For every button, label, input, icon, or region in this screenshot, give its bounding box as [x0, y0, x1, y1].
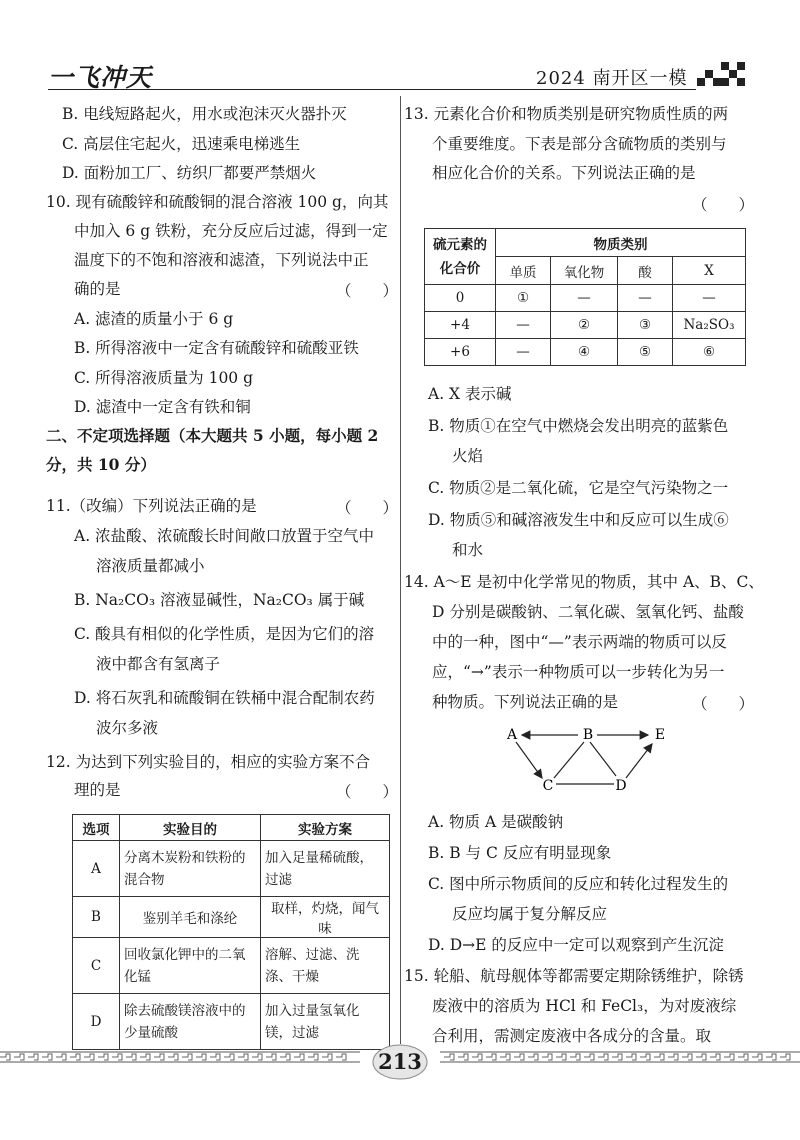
q11-option-c-line2: 液中都含有氢离子 [96, 655, 221, 673]
q10-option-a: A. 滤渣的质量小于 6 g [74, 310, 234, 328]
table-cell: 除去硫酸镁溶液中的少量硫酸 [120, 994, 261, 1050]
q11-option-d-line1: D. 将石灰乳和硫酸铜在铁桶中混合配制农药 [74, 689, 375, 707]
q10-option-d: D. 滤渣中一定含有铁和铜 [74, 398, 251, 416]
q14-stem-line5: 种物质。下列说法正确的是 [432, 693, 619, 711]
table-cell: 溶解、过滤、洗涤、干燥 [261, 938, 390, 994]
table-row [425, 339, 746, 366]
q13-stem-line1: 13. 元素化合价和物质类别是研究物质性质的两 [404, 105, 729, 123]
table-cell: 加入足量稀硫酸，过滤 [261, 841, 390, 897]
q15-stem-line2: 废液中的溶质为 HCl 和 FeCl₃，为对废液综 [432, 997, 737, 1015]
q13-option-d-line2: 和水 [452, 541, 484, 559]
q12-experiment-table [72, 814, 390, 1050]
q10-stem-line2: 中加入 6 g 铁粉，充分反应后过滤，得到一定 [74, 222, 388, 240]
section2-heading-line2: 分，共 10 分） [46, 455, 156, 474]
q13-sulfur-table [424, 228, 746, 366]
table-cell: ⑥ [673, 339, 746, 366]
q10-option-b: B. 所得溶液中一定含有硫酸锌和硫酸亚铁 [74, 339, 359, 357]
header-rule [48, 89, 696, 90]
q13-option-d-line1: D. 物质⑤和碱溶液发生中和反应可以生成⑥ [428, 511, 729, 529]
table-row [73, 994, 390, 1050]
section2-heading-line1: 二、不定项选择题（本大题共 5 小题，每小题 2 [46, 426, 379, 445]
node-d: D [615, 778, 627, 794]
q13-stem-line2: 个重要维度。下表是部分含硫物质的类别与 [432, 135, 727, 153]
q14-option-d: D. D→E 的反应中一定可以观察到产生沉淀 [428, 936, 724, 954]
table-cell: C [73, 938, 120, 994]
table-cell: — [618, 285, 673, 312]
table-subheader: X [673, 257, 746, 285]
q14-relation-diagram [500, 722, 680, 804]
edge-a-to-c [516, 742, 542, 778]
q11-option-a-line2: 溶液质量都减小 [96, 557, 205, 575]
q10-stem-line4: 确的是 [74, 280, 121, 298]
q9-option-b: B. 电线短路起火，用水或泡沫灭火器扑灭 [62, 105, 347, 123]
table-header-cell: 选项 [73, 815, 120, 841]
edge-d-to-e [626, 744, 652, 778]
q12-stem-line2: 理的是 [74, 781, 121, 799]
checker-decoration-icon [697, 58, 745, 90]
table-cell: 分离木炭粉和铁粉的混合物 [120, 841, 261, 897]
q13-stem-line3: 相应化合价的关系。下列说法正确的是 [432, 164, 696, 182]
table-row [73, 897, 390, 938]
q14-option-b: B. B 与 C 反应有明显现象 [428, 844, 612, 862]
q14-stem-line3: 中的一种，图中“—”表示两端的物质可以反 [432, 633, 727, 651]
table-cell: — [496, 312, 551, 339]
q13-option-a: A. X 表示碱 [428, 385, 512, 403]
q15-stem-line1: 15. 轮船、航母舰体等都需要定期除锈维护，除锈 [404, 967, 744, 985]
q14-answer-blank: （ ） [692, 695, 755, 713]
q11-option-d-line2: 波尔多液 [96, 719, 159, 737]
table-cell: ⑤ [618, 339, 673, 366]
table-header-cell: 实验方案 [261, 815, 390, 841]
table-header-cell: 实验目的 [120, 815, 261, 841]
table-cell: — [551, 285, 618, 312]
q13-option-c: C. 物质②是二氧化硫，它是空气污染物之一 [428, 479, 729, 497]
table-subheader: 氧化物 [551, 257, 618, 285]
column-divider [400, 96, 401, 1044]
node-c: C [542, 778, 554, 794]
q14-option-c-line1: C. 图中所示物质间的反应和转化过程发生的 [428, 875, 729, 893]
table-cell: — [496, 339, 551, 366]
q9-option-d: D. 面粉加工厂、纺织厂都要严禁烟火 [62, 164, 317, 182]
table-cell: ③ [618, 312, 673, 339]
q13-option-b-line2: 火焰 [452, 447, 484, 465]
q10-option-c: C. 所得溶液质量为 100 g [74, 369, 254, 387]
q13-answer-blank: （ ） [692, 196, 755, 214]
q14-stem-line4: 应，“→”表示一种物质可以一步转化为另一 [432, 663, 725, 681]
table-cell: 鉴别羊毛和涤纶 [120, 897, 261, 938]
page-number-text: 213 [378, 1049, 422, 1074]
q15-stem-line3: 合利用，需测定废液中各成分的含量。取 [432, 1027, 712, 1045]
q10-stem-line1: 10. 现有硫酸锌和硫酸铜的混合溶液 100 g，向其 [46, 193, 389, 211]
table-cell: — [673, 285, 746, 312]
q11-option-c-line1: C. 酸具有相似的化学性质，是因为它们的溶 [74, 625, 375, 643]
table-cell: ② [551, 312, 618, 339]
table-group-header: 物质类别 [496, 229, 746, 257]
brand-logo-text: 一飞冲天 [48, 63, 153, 92]
q11-answer-blank: （ ） [336, 499, 399, 517]
q14-stem-line1: 14. A～E 是初中化学常见的物质，其中 A、B、C、 [404, 573, 764, 591]
table-cell: 0 [425, 285, 496, 312]
q10-stem-line3: 温度下的不饱和溶液和滤渣，下列说法中正 [74, 251, 369, 269]
q9-option-c: C. 高层住宅起火，迅速乘电梯逃生 [62, 135, 301, 153]
q14-option-c-line2: 反应均属于复分解反应 [452, 905, 608, 923]
table-cell: D [73, 994, 120, 1050]
table-cell: 取样，灼烧，闻气味 [261, 897, 390, 938]
edge-b-c [554, 742, 584, 778]
q14-option-a: A. 物质 A 是碳酸钠 [428, 813, 564, 831]
table-cell: +6 [425, 339, 496, 366]
table-cell: Na₂SO₃ [673, 312, 746, 339]
table-cell: A [73, 841, 120, 897]
q12-answer-blank: （ ） [336, 783, 399, 801]
table-row [73, 841, 390, 897]
q13-option-b-line1: B. 物质①在空气中燃烧会发出明亮的蓝紫色 [428, 417, 729, 435]
exam-title: 2024 南开区一模 [536, 68, 688, 89]
table-cell: 回收氯化钾中的二氧化锰 [120, 938, 261, 994]
table-cell: B [73, 897, 120, 938]
table-corner-header: 硫元素的化合价 [425, 229, 496, 285]
q11-stem: 11.（改编）下列说法正确的是 [46, 497, 257, 515]
q12-stem-line1: 12. 为达到下列实验目的，相应的实验方案不合 [46, 753, 371, 771]
table-cell: ① [496, 285, 551, 312]
table-cell: ④ [551, 339, 618, 366]
node-b: B [582, 727, 594, 743]
q11-option-b: B. Na₂CO₃ 溶液显碱性，Na₂CO₃ 属于碱 [74, 591, 365, 609]
q10-answer-blank: （ ） [336, 282, 399, 300]
table-subheader: 单质 [496, 257, 551, 285]
edge-b-d [590, 742, 616, 776]
table-cell: 加入过量氢氧化镁，过滤 [261, 994, 390, 1050]
node-a: A [506, 727, 518, 743]
table-row [425, 312, 746, 339]
page-number [372, 1042, 428, 1082]
q11-option-a-line1: A. 浓盐酸、浓硫酸长时间敞口放置于空气中 [74, 527, 375, 545]
node-e: E [654, 727, 666, 743]
q14-stem-line2: D 分别是碳酸钠、二氧化碳、氢氧化钙、盐酸 [432, 603, 744, 621]
table-cell: +4 [425, 312, 496, 339]
table-row [73, 938, 390, 994]
table-row [425, 285, 746, 312]
table-subheader: 酸 [618, 257, 673, 285]
